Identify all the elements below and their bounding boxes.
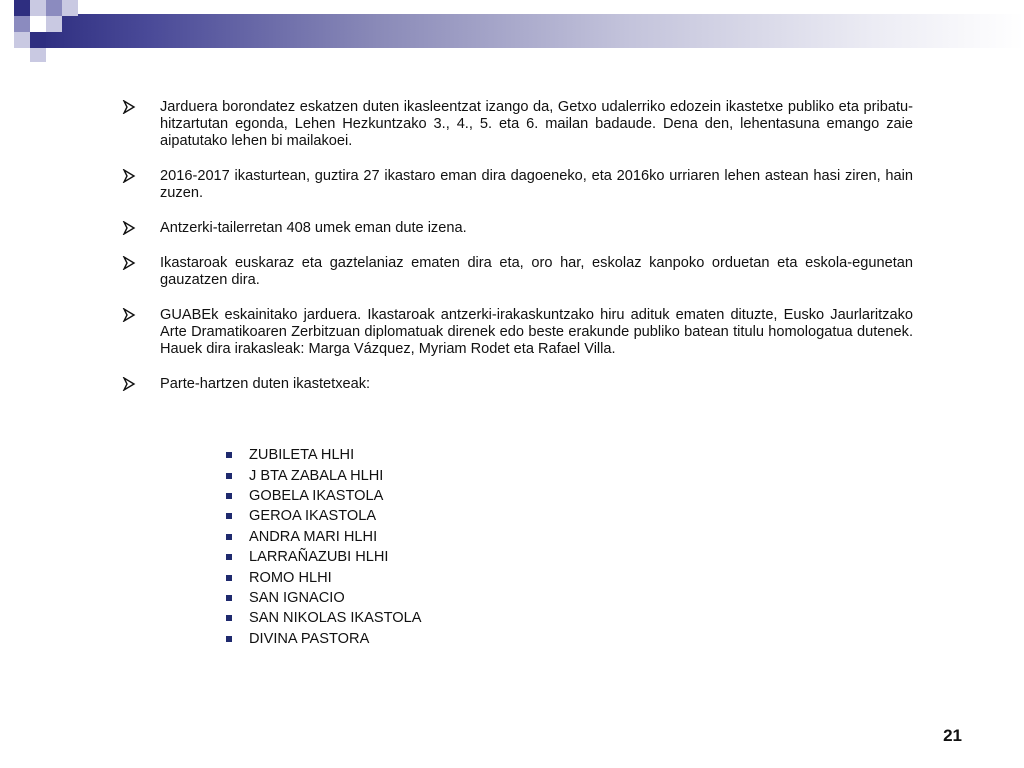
school-name: J BTA ZABALA HLHI	[249, 467, 384, 484]
deco-square	[30, 16, 46, 32]
square-bullet-icon	[226, 493, 232, 499]
list-item	[226, 506, 422, 526]
deco-square	[14, 0, 30, 16]
arrow-bullet-icon	[122, 308, 136, 322]
square-bullet-icon	[226, 595, 232, 601]
slide-content	[118, 99, 913, 411]
list-item	[226, 588, 422, 608]
bullet-text: Parte-hartzen duten ikastetxeak:	[160, 376, 371, 392]
bullet-text: Jarduera borondatez eskatzen duten ikasleentzat izango da, Getxo udalerriko edozein ikastetxe publiko eta pribatu-hitzartutan egonda, Lehen Hezkuntzako 3., 4., 5. eta 6. mailan badaude. Dena den, lehentasuna emango zaie aipatutako lehen bi mailakoei.	[160, 99, 913, 149]
header-decoration	[0, 0, 1024, 70]
deco-square	[30, 0, 46, 16]
school-name: ANDRA MARI HLHI	[249, 528, 378, 545]
school-name: ZUBILETA HLHI	[249, 447, 355, 464]
list-item	[226, 527, 422, 547]
deco-square	[46, 16, 62, 32]
bullet-text: Antzerki-tailerretan 408 umek eman dute izena.	[160, 220, 467, 236]
bullet-item	[118, 220, 913, 237]
arrow-bullet-icon	[122, 221, 136, 235]
square-bullet-icon	[226, 554, 232, 560]
bullet-text: GUABEk eskainitako jarduera. Ikastaroak antzerki-irakaskuntzako hiru adituk ematen dituzte, Eusko Jaurlaritzako Arte Dramatikoaren Zerbitzuan diplomatuak direnek edo beste erakunde publiko batean titulu homologatua dutenek. Hauek dira irakasleak: Marga Vázquez, Myriam Rodet eta Rafael Villa.	[160, 307, 913, 357]
school-name: GEROA IKASTOLA	[249, 508, 377, 525]
list-item	[226, 608, 422, 628]
bullet-item	[118, 255, 913, 289]
arrow-bullet-icon	[122, 169, 136, 183]
deco-square	[14, 32, 30, 48]
school-name: DIVINA PASTORA	[249, 630, 370, 647]
list-item	[226, 547, 422, 567]
square-bullet-icon	[226, 575, 232, 581]
header-gradient-band	[30, 14, 1024, 48]
deco-square	[14, 16, 30, 32]
arrow-bullet-icon	[122, 377, 136, 391]
bullet-item	[118, 168, 913, 202]
school-name: GOBELA IKASTOLA	[249, 487, 384, 504]
arrow-bullet-icon	[122, 100, 136, 114]
bullet-text: 2016-2017 ikasturtean, guztira 27 ikastaro eman dira dagoeneko, eta 2016ko urriaren lehen astean hasi ziren, hain zuzen.	[160, 168, 913, 201]
square-bullet-icon	[226, 473, 232, 479]
list-item	[226, 629, 422, 649]
bullet-item	[118, 99, 913, 150]
school-list	[226, 445, 422, 649]
bullet-item	[118, 376, 913, 393]
deco-square	[62, 0, 78, 16]
list-item	[226, 567, 422, 587]
school-name: SAN NIKOLAS IKASTOLA	[249, 610, 422, 627]
square-bullet-icon	[226, 636, 232, 642]
bullet-item	[118, 307, 913, 358]
square-bullet-icon	[226, 534, 232, 540]
list-item	[226, 445, 422, 465]
list-item	[226, 486, 422, 506]
school-name: SAN IGNACIO	[249, 589, 345, 606]
deco-square	[46, 0, 62, 16]
square-bullet-icon	[226, 615, 232, 621]
school-name: LARRAÑAZUBI HLHI	[249, 549, 389, 566]
square-bullet-icon	[226, 452, 232, 458]
arrow-bullet-icon	[122, 256, 136, 270]
school-name: ROMO HLHI	[249, 569, 332, 586]
deco-square	[30, 48, 46, 62]
square-bullet-icon	[226, 513, 232, 519]
list-item	[226, 465, 422, 485]
deco-square	[30, 32, 46, 48]
bullet-text: Ikastaroak euskaraz eta gaztelaniaz ematen dira eta, oro har, eskolaz kanpoko orduetan eta eskola-egunetan gauzatzen dira.	[160, 255, 913, 288]
page-number: 21	[943, 726, 962, 745]
